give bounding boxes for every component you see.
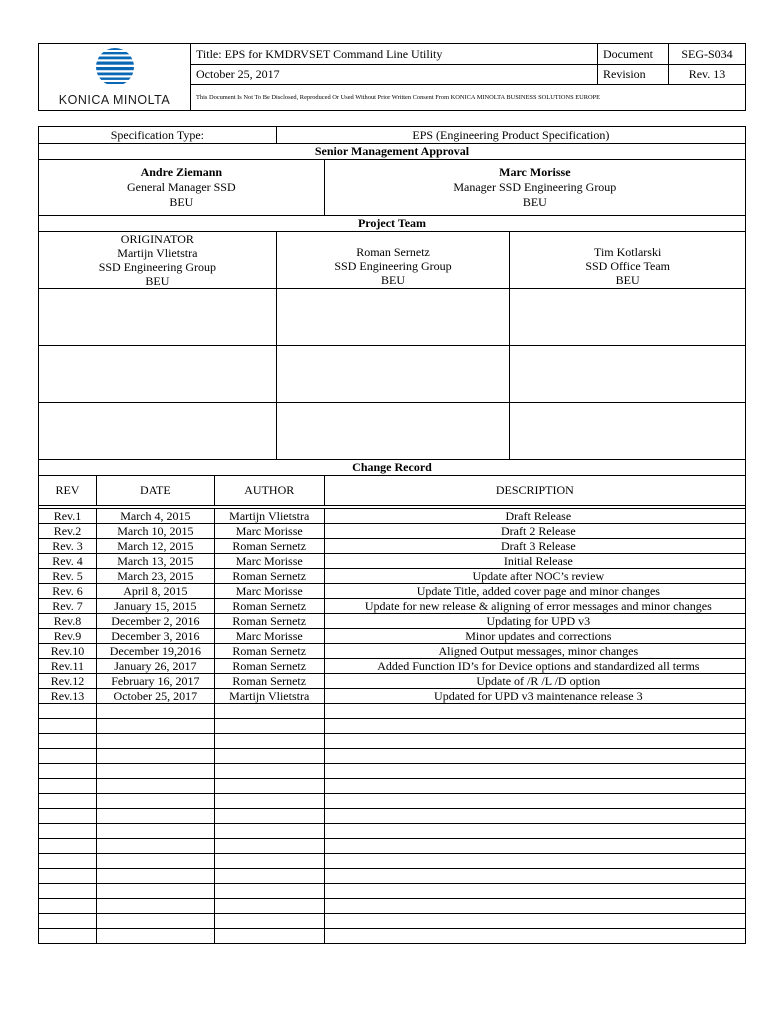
date-cell: December 2, 2016	[96, 614, 214, 629]
rev-cell: Rev. 7	[39, 599, 97, 614]
document-label: Document	[598, 44, 669, 65]
signature-row	[39, 346, 746, 403]
member-role: SSD Office Team	[585, 259, 671, 273]
empty-table-row	[39, 719, 746, 734]
empty-cell	[39, 884, 97, 899]
empty-cell	[214, 854, 324, 869]
description-cell: Minor updates and corrections	[324, 629, 745, 644]
empty-cell	[96, 929, 214, 944]
company-name: KONICA MINOLTA	[58, 93, 171, 107]
empty-table-row	[39, 734, 746, 749]
empty-cell	[214, 719, 324, 734]
date-cell: March 10, 2015	[96, 524, 214, 539]
empty-cell	[324, 839, 745, 854]
empty-cell	[39, 749, 97, 764]
signature-cell	[39, 346, 277, 403]
signature-cell	[510, 346, 746, 403]
empty-cell	[324, 779, 745, 794]
author-cell: Roman Sernetz	[214, 539, 324, 554]
document-header	[38, 43, 746, 111]
date-cell: December 3, 2016	[96, 629, 214, 644]
spec-type-label: Specification Type:	[39, 127, 277, 144]
empty-cell	[96, 854, 214, 869]
table-row	[39, 674, 746, 689]
author-cell: Roman Sernetz	[214, 569, 324, 584]
author-cell: Roman Sernetz	[214, 644, 324, 659]
empty-cell	[96, 809, 214, 824]
description-cell: Initial Release	[324, 554, 745, 569]
member-name: Tim Kotlarski	[594, 245, 662, 259]
rev-cell: Rev. 4	[39, 554, 97, 569]
description-cell: Draft 2 Release	[324, 524, 745, 539]
table-row	[39, 599, 746, 614]
empty-cell	[214, 734, 324, 749]
empty-table-row	[39, 809, 746, 824]
date-cell: March 12, 2015	[96, 539, 214, 554]
description-cell: Update of /R /L /D option	[324, 674, 745, 689]
table-row	[39, 689, 746, 704]
member-org: BEU	[615, 273, 640, 287]
empty-cell	[214, 749, 324, 764]
empty-cell	[39, 734, 97, 749]
author-cell: Marc Morisse	[214, 584, 324, 599]
signature-cell	[39, 403, 277, 460]
empty-cell	[324, 914, 745, 929]
approver-role: Manager SSD Engineering Group	[453, 180, 617, 194]
empty-cell	[39, 809, 97, 824]
description-cell: Draft Release	[324, 509, 745, 524]
empty-cell	[96, 794, 214, 809]
date-cell: March 23, 2015	[96, 569, 214, 584]
rev-cell: Rev.9	[39, 629, 97, 644]
empty-table-row	[39, 704, 746, 719]
empty-cell	[39, 824, 97, 839]
empty-cell	[324, 719, 745, 734]
empty-table-row	[39, 884, 746, 899]
empty-cell	[39, 914, 97, 929]
table-row	[39, 659, 746, 674]
rev-cell: Rev. 5	[39, 569, 97, 584]
approver-2	[324, 160, 745, 216]
empty-cell	[39, 779, 97, 794]
table-row	[39, 614, 746, 629]
spec-type-value: EPS (Engineering Product Specification)	[276, 127, 745, 144]
empty-cell	[39, 764, 97, 779]
date-cell: December 19,2016	[96, 644, 214, 659]
approver-org: BEU	[522, 195, 547, 209]
approver-role: General Manager SSD	[127, 180, 236, 194]
empty-cell	[214, 884, 324, 899]
empty-cell	[39, 719, 97, 734]
rev-cell: Rev. 3	[39, 539, 97, 554]
signature-cell	[510, 289, 746, 346]
empty-cell	[96, 899, 214, 914]
empty-cell	[324, 824, 745, 839]
empty-cell	[39, 929, 97, 944]
date-cell: January 15, 2015	[96, 599, 214, 614]
specification-table	[38, 126, 746, 944]
empty-cell	[214, 704, 324, 719]
empty-cell	[214, 764, 324, 779]
empty-cell	[39, 839, 97, 854]
description-cell: Aligned Output messages, minor changes	[324, 644, 745, 659]
empty-cell	[96, 779, 214, 794]
confidentiality-notice: This Document Is Not To Be Disclosed, Reproduced Or Used Without Prior Written Consent From KONICA MINOLTA BUSINESS SOLUTIONS EUROPE	[191, 85, 746, 111]
description-cell: Update for new release & aligning of error messages and minor changes	[324, 599, 745, 614]
approver-name: Marc Morisse	[499, 165, 571, 179]
signature-row	[39, 289, 746, 346]
member-role: SSD Engineering Group	[98, 260, 217, 274]
originator-tag: ORIGINATOR	[120, 232, 194, 246]
empty-table-row	[39, 839, 746, 854]
empty-cell	[214, 899, 324, 914]
empty-table-row	[39, 899, 746, 914]
member-role: SSD Engineering Group	[334, 259, 452, 273]
date-cell: October 25, 2017	[96, 689, 214, 704]
rev-cell: Rev.2	[39, 524, 97, 539]
date-cell: March 4, 2015	[96, 509, 214, 524]
empty-cell	[96, 869, 214, 884]
table-row	[39, 644, 746, 659]
rev-cell: Rev.8	[39, 614, 97, 629]
member-name: Roman Sernetz	[356, 245, 430, 259]
empty-table-row	[39, 794, 746, 809]
rev-cell: Rev.11	[39, 659, 97, 674]
approver-1	[39, 160, 325, 216]
document-number: SEG-S034	[669, 44, 746, 65]
author-cell: Marc Morisse	[214, 554, 324, 569]
rev-cell: Rev. 6	[39, 584, 97, 599]
author-cell: Marc Morisse	[214, 524, 324, 539]
empty-cell	[39, 704, 97, 719]
date-cell: February 16, 2017	[96, 674, 214, 689]
author-cell: Roman Sernetz	[214, 599, 324, 614]
empty-cell	[96, 719, 214, 734]
approver-org: BEU	[169, 195, 194, 209]
empty-table-row	[39, 929, 746, 944]
team-member-2	[276, 232, 510, 289]
signature-cell	[276, 346, 510, 403]
document-title: Title: EPS for KMDRVSET Command Line Utility	[191, 44, 598, 65]
empty-table-row	[39, 854, 746, 869]
author-cell: Martijn Vlietstra	[214, 689, 324, 704]
empty-table-row	[39, 764, 746, 779]
rev-cell: Rev.13	[39, 689, 97, 704]
member-name: Martijn Vlietstra	[117, 246, 198, 260]
team-member-1	[39, 232, 277, 289]
signature-cell	[276, 403, 510, 460]
description-cell: Draft 3 Release	[324, 539, 745, 554]
empty-cell	[214, 779, 324, 794]
empty-table-row	[39, 914, 746, 929]
empty-cell	[324, 809, 745, 824]
description-cell: Updated for UPD v3 maintenance release 3	[324, 689, 745, 704]
empty-cell	[214, 869, 324, 884]
date-cell: March 13, 2015	[96, 554, 214, 569]
description-cell: Added Function ID’s for Device options and standardized all terms	[324, 659, 745, 674]
empty-cell	[324, 764, 745, 779]
author-cell: Roman Sernetz	[214, 674, 324, 689]
table-row	[39, 509, 746, 524]
column-header-author: AUTHOR	[214, 476, 324, 506]
member-org: BEU	[145, 274, 170, 288]
table-row	[39, 524, 746, 539]
revision-number: Rev. 13	[669, 65, 746, 85]
company-logo	[39, 44, 191, 111]
empty-table-row	[39, 749, 746, 764]
table-row	[39, 539, 746, 554]
empty-cell	[96, 764, 214, 779]
empty-cell	[324, 734, 745, 749]
empty-cell	[39, 794, 97, 809]
empty-cell	[39, 869, 97, 884]
author-cell: Marc Morisse	[214, 629, 324, 644]
change-record-heading: Change Record	[39, 460, 746, 476]
table-row	[39, 584, 746, 599]
empty-cell	[324, 899, 745, 914]
empty-cell	[214, 929, 324, 944]
signature-cell	[276, 289, 510, 346]
date-cell: April 8, 2015	[96, 584, 214, 599]
table-row	[39, 569, 746, 584]
empty-cell	[39, 854, 97, 869]
table-row	[39, 629, 746, 644]
empty-cell	[39, 899, 97, 914]
date-cell: January 26, 2017	[96, 659, 214, 674]
change-record-header-row	[39, 476, 746, 506]
signature-cell	[510, 403, 746, 460]
description-cell: Updating for UPD v3	[324, 614, 745, 629]
document-date: October 25, 2017	[191, 65, 598, 85]
empty-cell	[96, 884, 214, 899]
table-row	[39, 554, 746, 569]
approver-name: Andre Ziemann	[140, 165, 223, 179]
empty-cell	[96, 734, 214, 749]
description-cell: Update after NOC’s review	[324, 569, 745, 584]
column-header-rev: REV	[39, 476, 97, 506]
empty-table-row	[39, 779, 746, 794]
empty-cell	[324, 704, 745, 719]
rev-cell: Rev.12	[39, 674, 97, 689]
empty-cell	[96, 839, 214, 854]
empty-cell	[214, 914, 324, 929]
empty-cell	[96, 824, 214, 839]
empty-table-row	[39, 869, 746, 884]
empty-cell	[96, 914, 214, 929]
revision-label: Revision	[598, 65, 669, 85]
team-member-3	[510, 232, 746, 289]
empty-cell	[324, 794, 745, 809]
rev-cell: Rev.1	[39, 509, 97, 524]
empty-cell	[96, 704, 214, 719]
column-header-description: DESCRIPTION	[324, 476, 745, 506]
empty-cell	[324, 749, 745, 764]
signature-row	[39, 403, 746, 460]
empty-cell	[96, 749, 214, 764]
empty-cell	[324, 884, 745, 899]
author-cell: Martijn Vlietstra	[214, 509, 324, 524]
member-org: BEU	[381, 273, 406, 287]
empty-cell	[324, 869, 745, 884]
project-team-heading: Project Team	[39, 216, 746, 232]
empty-cell	[324, 929, 745, 944]
empty-table-row	[39, 824, 746, 839]
approval-heading: Senior Management Approval	[39, 144, 746, 160]
author-cell: Roman Sernetz	[214, 659, 324, 674]
konica-minolta-globe-icon	[80, 47, 150, 87]
column-header-date: DATE	[96, 476, 214, 506]
author-cell: Roman Sernetz	[214, 614, 324, 629]
signature-cell	[39, 289, 277, 346]
empty-cell	[324, 854, 745, 869]
empty-cell	[214, 824, 324, 839]
empty-cell	[214, 839, 324, 854]
description-cell: Update Title, added cover page and minor changes	[324, 584, 745, 599]
empty-cell	[214, 794, 324, 809]
rev-cell: Rev.10	[39, 644, 97, 659]
empty-cell	[214, 809, 324, 824]
